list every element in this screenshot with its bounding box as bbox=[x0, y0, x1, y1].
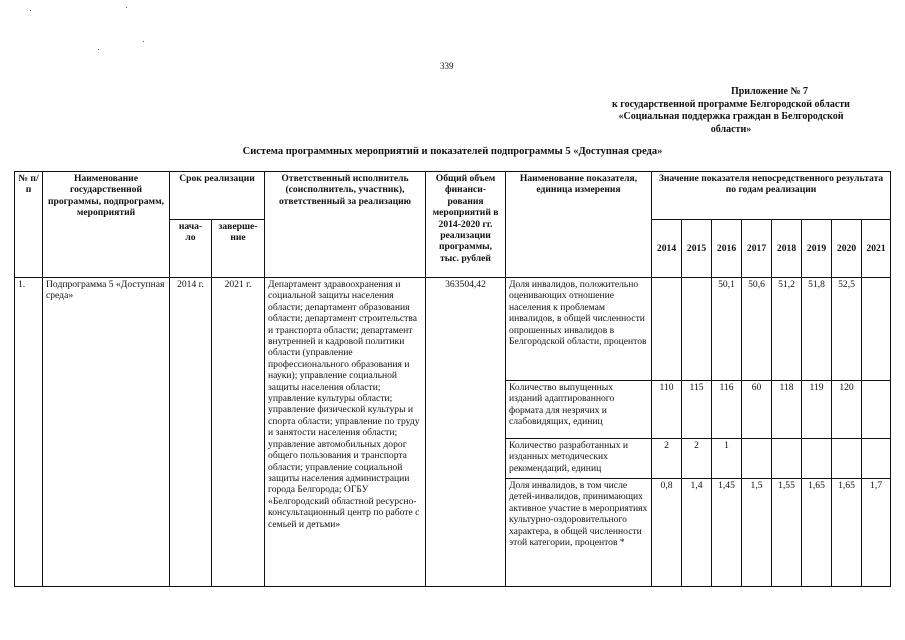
program-table bbox=[14, 171, 891, 587]
scan-speck bbox=[126, 7, 127, 8]
header-term-start: нача- ло bbox=[170, 220, 212, 278]
year-2015: 2015 bbox=[682, 220, 712, 278]
indicator-value: 2 bbox=[682, 439, 712, 479]
indicator-value bbox=[742, 439, 772, 479]
appendix-line-1: Приложение № 7 bbox=[730, 86, 808, 97]
indicator-value: 2 bbox=[652, 439, 682, 479]
indicator-value: 120 bbox=[832, 381, 862, 439]
indicator-value: 1,4 bbox=[682, 479, 712, 587]
indicator-value: 1,65 bbox=[832, 479, 862, 587]
row-start: 2014 г. bbox=[170, 278, 212, 587]
appendix-line-4: области» bbox=[710, 123, 752, 135]
year-2014: 2014 bbox=[652, 220, 682, 278]
row-name: Подпрограмма 5 «Доступная среда» bbox=[43, 278, 170, 587]
indicator-name: Количество разработанных и изданных методических рекомендаций, единиц bbox=[506, 439, 652, 479]
indicator-value: 50,6 bbox=[742, 278, 772, 381]
indicator-value bbox=[832, 439, 862, 479]
header-term-end: заверше- ние bbox=[212, 220, 265, 278]
indicator-value: 0,8 bbox=[652, 479, 682, 587]
year-2020: 2020 bbox=[832, 220, 862, 278]
indicator-value: 52,5 bbox=[832, 278, 862, 381]
header-indicator: Наименование показателя, единица измерения bbox=[506, 172, 652, 278]
indicator-value bbox=[682, 278, 712, 381]
indicator-value bbox=[772, 439, 802, 479]
appendix-heading bbox=[581, 86, 881, 136]
indicator-value: 119 bbox=[802, 381, 832, 439]
header-name: Наименование государственной программы, подпрограмм, мероприятий bbox=[43, 172, 170, 278]
appendix-line-3: «Социальная поддержка граждан в Белгородской bbox=[618, 111, 844, 122]
page-number: 339 bbox=[440, 61, 454, 71]
indicator-value: 1,5 bbox=[742, 479, 772, 587]
document-title: Система программных мероприятий и показателей подпрограммы 5 «Доступная среда» bbox=[242, 146, 663, 157]
row-end: 2021 г. bbox=[212, 278, 265, 587]
indicator-value bbox=[862, 439, 891, 479]
row-responsible: Департамент здравоохранения и социальной защиты населения области; департамент образования области; департамент строительства и транспорта области; департамент внутренней и кадровой политики области (управление профессионального образования и науки); управление социальной защиты населения области; управление культуры области; управление физической культуры и спорта области; управление по труду и занятости населения области; управление автомобильных дорог общего пользования и транспорта области; управление социальной защиты населения администрации города Белгорода; ОГБУ «Белгородский областной ресурсно-консультационный центр по работе с семьей и детьми» bbox=[265, 278, 426, 587]
year-2016: 2016 bbox=[712, 220, 742, 278]
header-responsible: Ответственный исполнитель (соисполнитель, участник), ответственный за реализацию bbox=[265, 172, 426, 278]
indicator-name: Доля инвалидов, в том числе детей-инвалидов, принимающих активное участие в мероприятиях культурно-оздоровительного характера, в общей численности этой категории, процентов * bbox=[506, 479, 652, 587]
row-num: 1. bbox=[15, 278, 43, 587]
year-2018: 2018 bbox=[772, 220, 802, 278]
header-row bbox=[15, 172, 891, 220]
row-volume: 363504,42 bbox=[426, 278, 506, 587]
indicator-value bbox=[652, 278, 682, 381]
indicator-value: 51,2 bbox=[772, 278, 802, 381]
scan-speck bbox=[30, 10, 31, 11]
indicator-name: Доля инвалидов, положительно оценивающих отношение населения к проблемам инвалидов, в общей численности опрошенных инвалидов в Белгородской области, процентов bbox=[506, 278, 652, 381]
indicator-name: Количество выпущенных изданий адаптированного формата для незрячих и слабовидящих, единиц bbox=[506, 381, 652, 439]
year-2021: 2021 bbox=[862, 220, 891, 278]
scan-speck bbox=[98, 49, 99, 50]
indicator-value bbox=[802, 439, 832, 479]
indicator-value: 110 bbox=[652, 381, 682, 439]
indicator-value: 115 bbox=[682, 381, 712, 439]
header-term: Срок реализации bbox=[170, 172, 265, 220]
indicator-value bbox=[862, 381, 891, 439]
year-2017: 2017 bbox=[742, 220, 772, 278]
indicator-value: 1,65 bbox=[802, 479, 832, 587]
table-row bbox=[15, 278, 891, 381]
indicator-value: 118 bbox=[772, 381, 802, 439]
indicator-value: 1,55 bbox=[772, 479, 802, 587]
appendix-line-2: к государственной программе Белгородской области bbox=[612, 98, 850, 110]
indicator-value: 50,1 bbox=[712, 278, 742, 381]
indicator-value bbox=[862, 278, 891, 381]
indicator-value: 1,7 bbox=[862, 479, 891, 587]
header-values: Значение показателя непосредственного результата по годам реализации bbox=[652, 172, 891, 220]
header-num: № п/п bbox=[15, 172, 43, 278]
scan-speck bbox=[143, 41, 144, 42]
header-volume: Общий объем финанси- рования мероприятий в 2014-2020 гг. реализации программы, тыс. рублей bbox=[426, 172, 506, 278]
indicator-value: 116 bbox=[712, 381, 742, 439]
indicator-value: 1 bbox=[712, 439, 742, 479]
year-2019: 2019 bbox=[802, 220, 832, 278]
indicator-value: 60 bbox=[742, 381, 772, 439]
indicator-value: 51,8 bbox=[802, 278, 832, 381]
indicator-value: 1,45 bbox=[712, 479, 742, 587]
